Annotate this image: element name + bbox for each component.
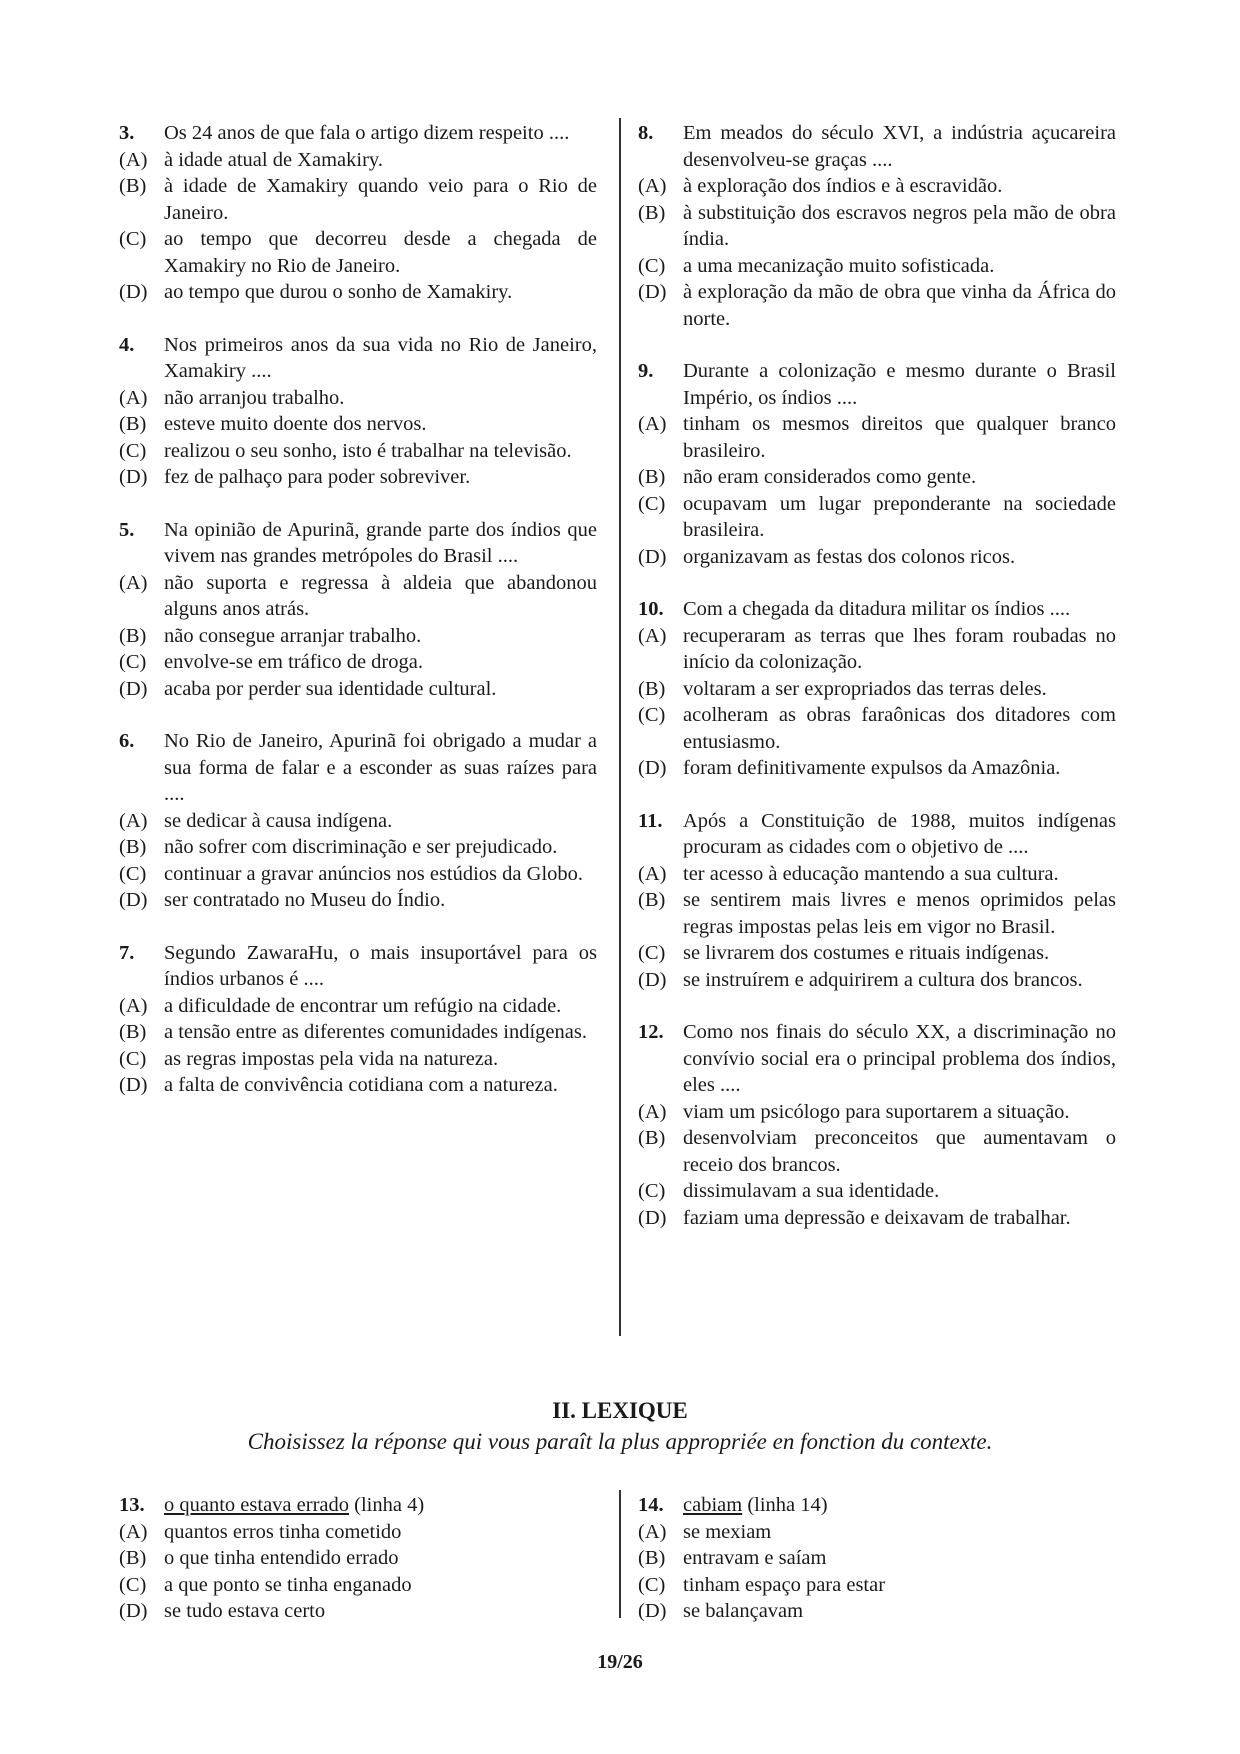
option-text: tinham os mesmos direitos que qualquer branco brasileiro. xyxy=(683,413,1116,462)
question-block xyxy=(638,808,1116,994)
option-text: não suporta e regressa à aldeia que abandonou alguns anos atrás. xyxy=(164,571,597,620)
option-text: acaba por perder sua identidade cultural. xyxy=(164,677,497,700)
option-label: (B) xyxy=(119,624,147,647)
option-text: quantos erros tinha cometido xyxy=(164,1520,402,1543)
answer-option xyxy=(638,1545,1116,1572)
option-label: (A) xyxy=(638,175,667,197)
lexical-term: o quanto estava errado xyxy=(164,1494,349,1516)
lexical-term: cabiam xyxy=(683,1494,743,1516)
questions-column-left xyxy=(119,120,597,1125)
option-text: se instruírem e adquirirem a cultura dos brancos. xyxy=(683,968,1083,991)
question-stem xyxy=(119,940,597,993)
question-block xyxy=(638,1019,1116,1231)
option-label: (B) xyxy=(638,677,666,700)
option-text: voltaram a ser expropriados das terras deles. xyxy=(683,677,1047,700)
answer-option xyxy=(638,491,1116,544)
question-stem xyxy=(638,1019,1116,1099)
option-text: esteve muito doente dos nervos. xyxy=(164,413,427,435)
question-stem xyxy=(638,596,1116,623)
answer-option xyxy=(638,1178,1116,1205)
option-label: (B) xyxy=(119,836,147,858)
option-text: a dificuldade de encontrar um refúgio na cidade. xyxy=(164,994,562,1017)
answer-option xyxy=(119,1598,597,1625)
answer-option xyxy=(119,438,597,465)
answer-option xyxy=(119,147,597,174)
question-number: 4. xyxy=(119,333,135,356)
question-text: Como nos finais do século XX, a discriminação no convívio social era o principal problema dos índios, eles .... xyxy=(683,1021,1116,1096)
question-number: 14. xyxy=(638,1494,664,1516)
question-stem xyxy=(119,332,597,385)
option-text: à idade de Xamakiry quando veio para o Rio de Janeiro. xyxy=(164,175,597,224)
answer-option xyxy=(119,861,597,888)
answer-option xyxy=(638,755,1116,782)
answer-option xyxy=(638,861,1116,888)
answer-option xyxy=(119,834,597,861)
option-label: (D) xyxy=(638,757,667,779)
answer-option xyxy=(638,676,1116,703)
option-text: o que tinha entendido errado xyxy=(164,1547,399,1569)
line-reference: (linha 4) xyxy=(349,1494,425,1516)
answer-option xyxy=(638,200,1116,253)
answer-option xyxy=(119,676,597,703)
option-label: (A) xyxy=(119,571,148,594)
question-stem xyxy=(119,120,597,147)
question-number: 3. xyxy=(119,122,135,144)
option-label: (B) xyxy=(638,1547,666,1569)
option-text: ser contratado no Museu do Índio. xyxy=(164,889,446,911)
section-title: II. LEXIQUE xyxy=(552,1398,688,1423)
option-label: (D) xyxy=(638,1600,667,1622)
question-text xyxy=(164,1492,597,1519)
option-label: (D) xyxy=(638,1206,667,1229)
question-text: No Rio de Janeiro, Apurinã foi obrigado a mudar a sua forma de falar e a esconder as suas raízes para .... xyxy=(164,730,597,805)
answer-option xyxy=(638,623,1116,676)
lexique-column-left xyxy=(119,1492,597,1625)
question-number: 13. xyxy=(119,1494,145,1516)
line-reference: (linha 14) xyxy=(742,1494,828,1516)
option-label: (D) xyxy=(119,1074,148,1096)
option-label: (C) xyxy=(119,439,147,462)
question-text: Nos primeiros anos da sua vida no Rio de Janeiro, Xamakiry .... xyxy=(164,333,597,382)
question-stem xyxy=(638,358,1116,411)
question-text: Segundo ZawaraHu, o mais insuportável para os índios urbanos é .... xyxy=(164,941,597,990)
question-text xyxy=(683,1492,1116,1519)
question-stem xyxy=(638,1492,1116,1519)
option-label: (C) xyxy=(119,1573,147,1596)
question-number: 10. xyxy=(638,598,664,620)
answer-option xyxy=(119,993,597,1020)
answer-option xyxy=(638,887,1116,940)
option-text: a falta de convivência cotidiana com a natureza. xyxy=(164,1074,558,1096)
option-text: acolheram as obras faraônicas dos ditadores com entusiasmo. xyxy=(683,704,1116,753)
option-label: (A) xyxy=(119,1520,148,1543)
answer-option xyxy=(119,808,597,835)
option-label: (D) xyxy=(119,889,148,911)
question-number: 7. xyxy=(119,941,135,964)
option-label: (D) xyxy=(119,1600,148,1622)
option-label: (C) xyxy=(119,1047,147,1070)
option-text: foram definitivamente expulsos da Amazônia. xyxy=(683,757,1061,779)
lexique-column-right xyxy=(638,1492,1116,1625)
option-text: envolve-se em tráfico de droga. xyxy=(164,651,423,673)
answer-option xyxy=(638,279,1116,332)
question-text: Na opinião de Apurinã, grande parte dos índios que vivem nas grandes metrópoles do Brasil .... xyxy=(164,518,597,567)
option-label: (D) xyxy=(638,968,667,991)
option-text: à exploração da mão de obra que vinha da África do norte. xyxy=(683,281,1116,330)
option-label: (B) xyxy=(119,1547,147,1569)
section-instruction: Choisissez la réponse qui vous paraît la plus appropriée en fonction du contexte. xyxy=(247,1429,993,1454)
option-text: ter acesso à educação mantendo a sua cultura. xyxy=(683,862,1059,885)
option-text: se livrarem dos costumes e rituais indígenas. xyxy=(683,942,1050,964)
option-label: (D) xyxy=(638,545,667,568)
answer-option xyxy=(119,623,597,650)
question-stem xyxy=(638,120,1116,173)
option-text: viam um psicólogo para suportarem a situação. xyxy=(683,1100,1070,1123)
question-text: Com a chegada da ditadura militar os índios .... xyxy=(683,598,1071,620)
option-label: (A) xyxy=(638,1520,667,1543)
option-text: se dedicar à causa indígena. xyxy=(164,809,393,832)
option-text: entravam e saíam xyxy=(683,1547,827,1569)
answer-option xyxy=(119,887,597,914)
question-stem xyxy=(638,808,1116,861)
answer-option xyxy=(119,1572,597,1599)
answer-option xyxy=(638,967,1116,994)
question-number: 12. xyxy=(638,1021,664,1043)
option-label: (A) xyxy=(119,809,148,832)
option-text: não arranjou trabalho. xyxy=(164,386,345,409)
option-label: (C) xyxy=(638,1573,666,1596)
option-text: não eram considerados como gente. xyxy=(683,466,977,488)
option-text: a tensão entre as diferentes comunidades indígenas. xyxy=(164,1021,587,1043)
answer-option xyxy=(119,1519,597,1546)
option-text: não sofrer com discriminação e ser prejudicado. xyxy=(164,836,558,858)
answer-option xyxy=(119,649,597,676)
question-block xyxy=(119,940,597,1099)
column-divider xyxy=(619,1490,621,1618)
option-text: realizou o seu sonho, isto é trabalhar na televisão. xyxy=(164,439,572,462)
option-text: se mexiam xyxy=(683,1520,772,1543)
answer-option xyxy=(638,702,1116,755)
option-text: se balançavam xyxy=(683,1600,804,1622)
option-label: (C) xyxy=(638,1180,666,1202)
answer-option xyxy=(119,1019,597,1046)
option-text: faziam uma depressão e deixavam de trabalhar. xyxy=(683,1206,1071,1229)
answer-option xyxy=(638,1519,1116,1546)
answer-option xyxy=(638,173,1116,200)
option-label: (D) xyxy=(119,466,148,488)
answer-option xyxy=(119,411,597,438)
option-label: (C) xyxy=(638,704,666,726)
option-text: a que ponto se tinha enganado xyxy=(164,1573,412,1596)
question-block xyxy=(119,517,597,703)
question-text: Em meados do século XVI, a indústria açucareira desenvolveu-se graças .... xyxy=(683,122,1116,171)
page-number: 19/26 xyxy=(597,1651,643,1673)
option-text: recuperaram as terras que lhes foram roubadas no início da colonização. xyxy=(683,624,1116,673)
answer-option xyxy=(638,1572,1116,1599)
option-label: (C) xyxy=(638,492,666,515)
option-label: (B) xyxy=(119,1021,147,1043)
answer-option xyxy=(119,385,597,412)
option-list xyxy=(119,1519,597,1625)
option-text: fez de palhaço para poder sobreviver. xyxy=(164,466,471,488)
option-label: (C) xyxy=(638,254,666,277)
answer-option xyxy=(638,940,1116,967)
option-text: tinham espaço para estar xyxy=(683,1573,886,1596)
answer-option xyxy=(638,411,1116,464)
answer-option xyxy=(638,1099,1116,1126)
option-label: (A) xyxy=(119,386,148,409)
question-stem xyxy=(119,517,597,570)
option-label: (A) xyxy=(119,148,148,171)
answer-option xyxy=(119,1046,597,1073)
option-text: à substituição dos escravos negros pela mão de obra índia. xyxy=(683,201,1116,250)
question-text: Os 24 anos de que fala o artigo dizem respeito .... xyxy=(164,122,570,144)
question-text: Durante a colonização e mesmo durante o Brasil Império, os índios .... xyxy=(683,360,1116,409)
question-text: Após a Constituição de 1988, muitos indígenas procuram as cidades com o objetivo de .... xyxy=(683,809,1116,858)
question-number: 5. xyxy=(119,518,135,541)
option-label: (A) xyxy=(638,413,667,435)
option-label: (B) xyxy=(638,466,666,488)
question-block xyxy=(638,120,1116,332)
option-label: (C) xyxy=(119,862,147,885)
answer-option xyxy=(119,226,597,279)
question-block xyxy=(119,728,597,914)
option-label: (B) xyxy=(638,1127,666,1149)
question-block xyxy=(119,120,597,306)
option-text: ocupavam um lugar preponderante na sociedade brasileira. xyxy=(683,492,1116,541)
option-label: (B) xyxy=(638,201,666,224)
question-number: 6. xyxy=(119,730,135,752)
question-block xyxy=(119,332,597,491)
question-number: 8. xyxy=(638,122,654,144)
option-label: (B) xyxy=(638,889,666,911)
option-text: se sentirem mais livres e menos oprimidos pelas regras impostas pelas leis em vigor no Brasil. xyxy=(683,889,1116,938)
option-text: à exploração dos índios e à escravidão. xyxy=(683,175,1003,197)
option-label: (D) xyxy=(638,281,667,303)
option-text: continuar a gravar anúncios nos estúdios da Globo. xyxy=(164,862,584,885)
option-text: dissimulavam a sua identidade. xyxy=(683,1180,940,1202)
column-divider xyxy=(619,118,621,1336)
option-label: (A) xyxy=(119,994,148,1017)
option-label: (B) xyxy=(119,175,147,197)
option-label: (D) xyxy=(119,677,148,700)
answer-option xyxy=(638,464,1116,491)
questions-column-right xyxy=(638,120,1116,1257)
answer-option xyxy=(638,1125,1116,1178)
option-text: organizavam as festas dos colonos ricos. xyxy=(683,545,1016,568)
option-text: as regras impostas pela vida na natureza. xyxy=(164,1047,499,1070)
answer-option xyxy=(119,570,597,623)
answer-option xyxy=(119,1072,597,1099)
question-stem xyxy=(119,728,597,808)
option-label: (A) xyxy=(638,862,667,885)
option-label: (D) xyxy=(119,281,148,303)
answer-option xyxy=(119,1545,597,1572)
answer-option xyxy=(638,1205,1116,1232)
question-block xyxy=(638,596,1116,782)
option-text: ao tempo que decorreu desde a chegada de Xamakiry no Rio de Janeiro. xyxy=(164,228,597,277)
option-text: se tudo estava certo xyxy=(164,1600,326,1622)
question-number: 9. xyxy=(638,360,654,382)
answer-option xyxy=(119,464,597,491)
option-text: ao tempo que durou o sonho de Xamakiry. xyxy=(164,281,513,303)
answer-option xyxy=(638,253,1116,280)
option-text: à idade atual de Xamakiry. xyxy=(164,148,383,171)
option-text: não consegue arranjar trabalho. xyxy=(164,624,422,647)
question-block xyxy=(638,358,1116,570)
option-text: a uma mecanização muito sofisticada. xyxy=(683,254,995,277)
option-text: desenvolviam preconceitos que aumentavam o receio dos brancos. xyxy=(683,1127,1116,1176)
option-label: (A) xyxy=(638,1100,667,1123)
option-list xyxy=(638,1519,1116,1625)
answer-option xyxy=(638,1598,1116,1625)
answer-option xyxy=(119,173,597,226)
option-label: (C) xyxy=(638,942,666,964)
answer-option xyxy=(119,279,597,306)
option-label: (C) xyxy=(119,228,147,250)
option-label: (A) xyxy=(638,624,667,647)
option-label: (B) xyxy=(119,413,147,435)
question-stem xyxy=(119,1492,597,1519)
option-label: (C) xyxy=(119,651,147,673)
answer-option xyxy=(638,544,1116,571)
question-number: 11. xyxy=(638,809,663,832)
